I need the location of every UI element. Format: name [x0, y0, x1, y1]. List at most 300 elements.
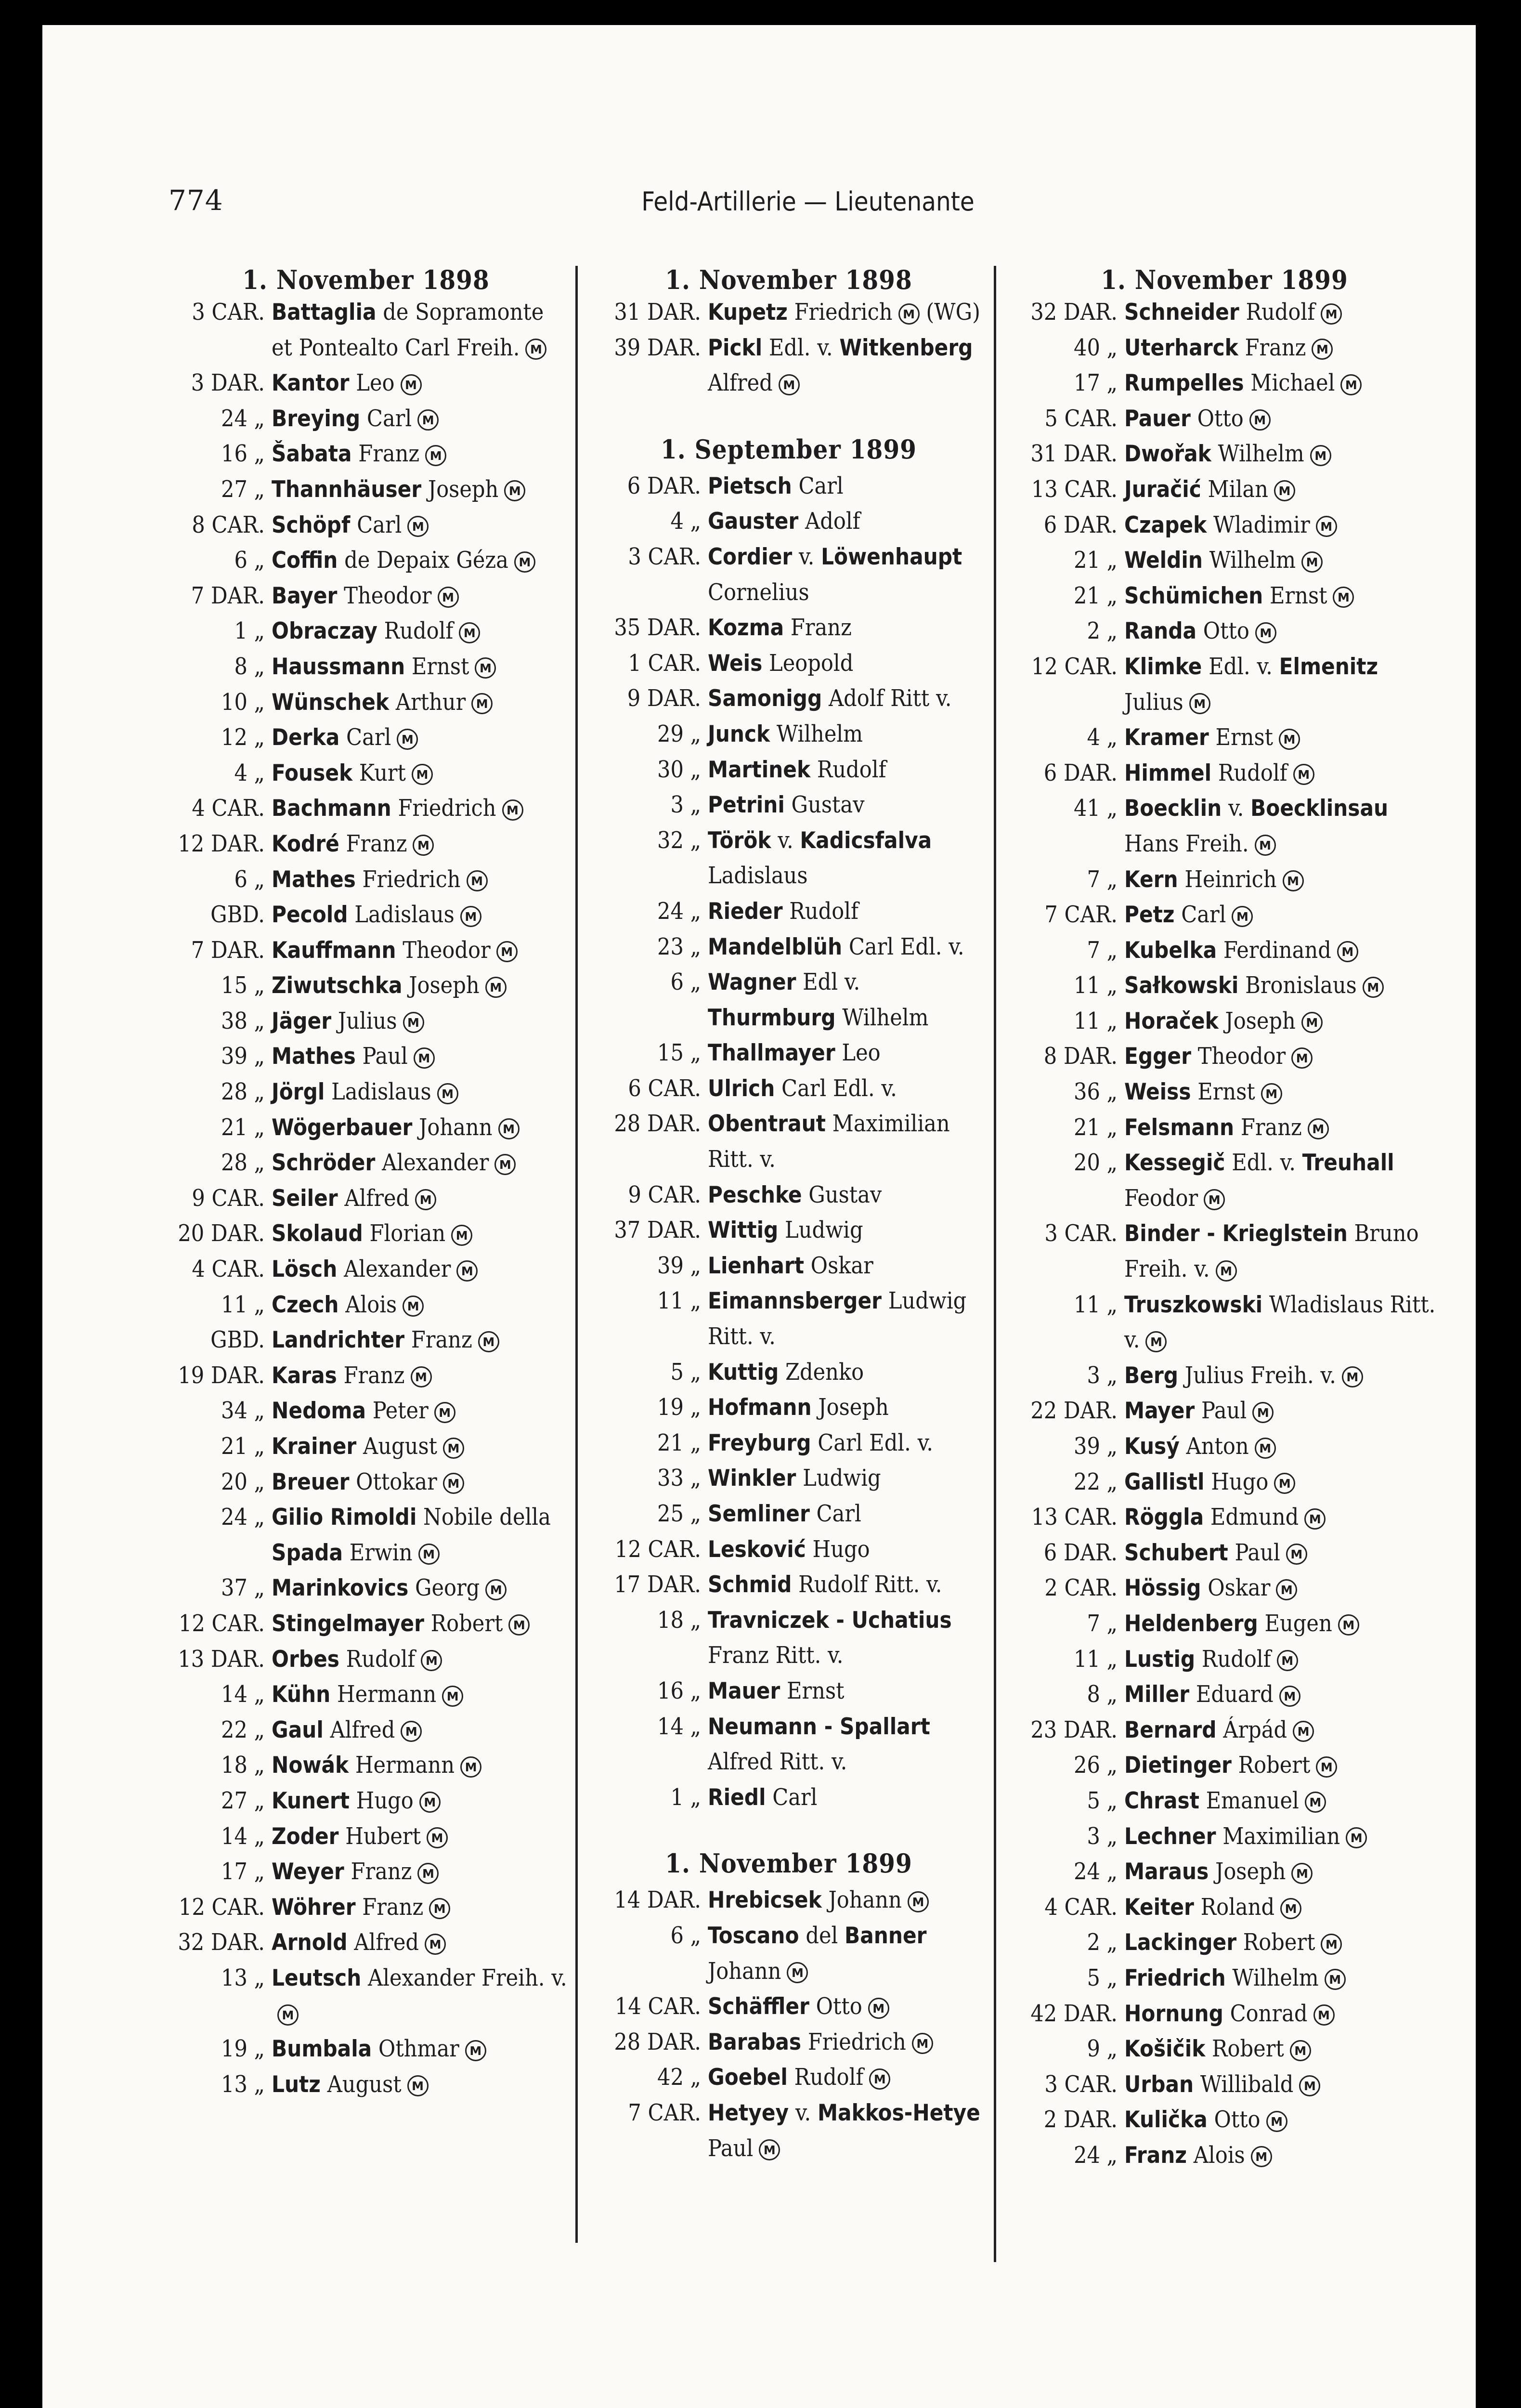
officer-surname: Lutz	[272, 2071, 321, 2098]
officer-surname: Maraus	[1124, 1858, 1209, 1885]
roster-entry	[164, 1181, 568, 1217]
entry-name	[1124, 401, 1436, 437]
entry-name	[1124, 649, 1436, 720]
entry-name	[1124, 1535, 1436, 1571]
entry-name	[1124, 1074, 1436, 1110]
officer-given-name: Edl. v.	[1232, 1149, 1296, 1177]
seniority-rank: 19 „	[221, 2035, 265, 2063]
seniority-rank: 39 „	[1073, 1433, 1118, 1460]
distinction-circle-icon: M	[485, 977, 507, 998]
officer-surname: Bernard	[1124, 1716, 1217, 1743]
seniority-rank: 22 DAR.	[1030, 1397, 1118, 1425]
seniority-rank: 26 „	[1073, 1752, 1118, 1779]
entry-name	[272, 1004, 568, 1039]
entry-name	[272, 1642, 568, 1677]
seniority-rank: 25 „	[657, 1500, 701, 1527]
seniority-rank: 20 „	[221, 1468, 265, 1495]
officer-given-name: Alfred	[344, 1184, 410, 1212]
entry-name	[1124, 1570, 1436, 1606]
seniority-rank: 21 „	[221, 1113, 265, 1141]
roster-entry	[164, 826, 568, 862]
roster-entry	[164, 1074, 568, 1110]
distinction-circle-icon: M	[1276, 1579, 1297, 1600]
officer-surname: Toscano	[708, 1922, 799, 1949]
officer-given-name: Rudolf	[1201, 1645, 1271, 1673]
officer-given-name: Hubert	[345, 1822, 421, 1850]
officer-annotation: (WG)	[926, 299, 980, 326]
officer-surname: Lesković	[708, 1536, 806, 1563]
roster-entry	[1013, 1535, 1436, 1571]
distinction-circle-icon: M	[1274, 1473, 1295, 1494]
entry-name	[1124, 1500, 1436, 1535]
officer-given-name: Wilhelm	[1209, 547, 1296, 574]
roster-entry	[591, 1355, 986, 1390]
distinction-circle-icon: M	[443, 1473, 464, 1494]
officer-surname: Pickl	[708, 334, 763, 361]
roster-entry	[591, 1496, 986, 1532]
seniority-rank: 39 „	[657, 1252, 701, 1279]
roster-entry	[1013, 2067, 1436, 2103]
column-divider	[994, 266, 996, 2262]
entry-name	[272, 1890, 568, 1925]
roster-entry	[591, 469, 986, 504]
distinction-circle-icon: M	[412, 764, 433, 785]
officer-given-name: Johann	[828, 1886, 902, 1914]
officer-given-name: Franz	[1245, 334, 1306, 361]
entry-name	[272, 1783, 568, 1819]
officer-given-name: Alfred Ritt. v.	[708, 1748, 847, 1776]
officer-surname: Schäffler	[708, 1993, 809, 2020]
seniority-rank: 4 CAR.	[192, 795, 265, 822]
roster-entry	[591, 1918, 986, 1989]
seniority-rank: 32 DAR.	[178, 1929, 265, 1956]
officer-surname: Randa	[1124, 618, 1196, 645]
roster-entry	[1013, 897, 1436, 933]
officer-given-name: Hans Freih.	[1124, 830, 1249, 857]
seniority-rank: 22 „	[221, 1716, 265, 1743]
officer-given-name: Wladimir	[1213, 511, 1310, 538]
roster-entry	[1013, 1819, 1436, 1855]
officer-given-name: Carl Edl. v.	[781, 1074, 897, 1102]
officer-surname: Gallistl	[1124, 1468, 1205, 1495]
officer-surname: Košičik	[1124, 2036, 1206, 2063]
officer-surname: Mathes	[272, 1043, 356, 1070]
roster-entry	[1013, 1570, 1436, 1606]
seniority-rank: 6 CAR.	[628, 1074, 701, 1102]
roster-entry	[591, 1106, 986, 1177]
officer-surname: Kubelka	[1124, 937, 1217, 964]
roster-entry	[164, 1783, 568, 1819]
entry-name	[1124, 2102, 1436, 2138]
entry-name	[1124, 1039, 1436, 1074]
officer-surname: Junck	[708, 720, 770, 747]
distinction-circle-icon: M	[1277, 1650, 1298, 1671]
distinction-circle-icon: M	[869, 2068, 890, 2090]
officer-given-name: Maximilian	[1222, 1822, 1340, 1850]
roster-entry	[591, 610, 986, 646]
roster-entry	[164, 756, 568, 791]
seniority-rank: 37 DAR.	[614, 1217, 701, 1244]
roster-entry	[591, 1989, 986, 2025]
entry-name	[1124, 1961, 1436, 1996]
seniority-rank: 21 „	[1073, 547, 1118, 574]
distinction-circle-icon: M	[1286, 1544, 1307, 1565]
distinction-circle-icon: M	[1293, 1721, 1314, 1742]
officer-given-name: Wilhelm	[1218, 440, 1304, 468]
seniority-rank: 37 „	[221, 1574, 265, 1602]
seniority-rank: 3 „	[1087, 1822, 1118, 1850]
seniority-rank: 19 DAR.	[178, 1361, 265, 1389]
officer-surname: Juračić	[1124, 476, 1201, 503]
officer-surname: Breying	[272, 405, 361, 432]
roster-entry	[164, 1358, 568, 1394]
roster-entry	[1013, 1465, 1436, 1500]
officer-surname: Chrast	[1124, 1787, 1199, 1814]
entry-name	[708, 1071, 986, 1107]
officer-surname: Keiter	[1124, 1894, 1194, 1921]
officer-given-name: Theodor	[344, 582, 432, 609]
seniority-rank: 3 CAR.	[1044, 1220, 1118, 1247]
entry-name	[1124, 578, 1436, 614]
officer-surname: Semliner	[708, 1501, 810, 1527]
distinction-circle-icon: M	[1363, 977, 1384, 998]
seniority-rank: 15 „	[657, 1039, 701, 1067]
roster-entry	[164, 897, 568, 933]
distinction-circle-icon: M	[465, 2040, 486, 2061]
officer-given-name: Florian	[369, 1220, 446, 1247]
distinction-circle-icon: M	[1291, 1047, 1313, 1069]
officer-given-name: Eduard	[1196, 1681, 1274, 1708]
officer-given-name: Nobile della	[423, 1504, 551, 1531]
officer-given-name: Alexander Freih. v.	[368, 1964, 567, 1991]
entry-name	[272, 401, 568, 437]
officer-surname: Lustig	[1124, 1646, 1196, 1673]
entry-name	[708, 1426, 986, 1461]
column-right	[1013, 265, 1436, 2173]
officer-given-name: Otto	[1197, 405, 1244, 432]
entry-name	[1124, 472, 1436, 508]
distinction-circle-icon: M	[1313, 2004, 1335, 2026]
officer-surname: Kozma	[708, 615, 784, 641]
entry-name	[1124, 1145, 1436, 1216]
officer-given-name: Robert	[430, 1610, 503, 1637]
officer-given-name: Theodor	[403, 936, 491, 964]
distinction-circle-icon: M	[1283, 870, 1304, 891]
roster-entry	[164, 1429, 568, 1465]
distinction-circle-icon: M	[1310, 445, 1331, 466]
entry-name	[1124, 720, 1436, 756]
roster-entry	[164, 1216, 568, 1252]
officer-surname: Šabata	[272, 441, 352, 468]
officer-surname: Leutsch	[272, 1964, 362, 1991]
entry-name	[708, 1106, 986, 1177]
seniority-rank: 29 „	[657, 720, 701, 747]
roster-entry	[164, 649, 568, 685]
entry-name	[1124, 614, 1436, 649]
officer-surname: Schöpf	[272, 511, 351, 538]
roster-entry	[164, 1500, 568, 1570]
roster-entry	[164, 578, 568, 614]
distinction-circle-icon: M	[401, 1721, 422, 1742]
officer-surname: Nowák	[272, 1752, 349, 1779]
seniority-rank: 4 „	[670, 508, 701, 535]
roster-entry	[591, 2060, 986, 2095]
distinction-circle-icon: M	[1321, 1934, 1342, 1955]
officer-surname: Török	[708, 827, 771, 854]
officer-given-name: Otto	[816, 1993, 862, 2020]
roster-entry	[1013, 366, 1436, 401]
entry-name	[1124, 2138, 1436, 2173]
officer-given-name: August	[363, 1433, 437, 1460]
officer-surname: Binder - Krieglstein	[1124, 1220, 1348, 1247]
distinction-circle-icon: M	[1321, 303, 1342, 325]
seniority-rank: 2 DAR.	[1043, 2106, 1118, 2133]
seniority-rank: 6 DAR.	[1043, 759, 1118, 786]
officer-given-name: Friedrich	[362, 865, 461, 893]
seniority-rank: 18 „	[221, 1752, 265, 1779]
officer-given-name: Georg	[415, 1574, 480, 1602]
entry-name	[1124, 1642, 1436, 1677]
distinction-circle-icon: M	[1312, 339, 1333, 360]
distinction-circle-icon: M	[494, 1154, 516, 1175]
roster-entry	[164, 1890, 568, 1925]
entry-name	[708, 965, 986, 1035]
seniority-rank: 11 „	[1073, 972, 1118, 999]
seniority-rank: 2 CAR.	[1044, 1574, 1118, 1602]
entry-name	[1124, 1925, 1436, 1961]
seniority-rank: 10 „	[221, 688, 265, 716]
distinction-circle-icon: M	[1255, 622, 1276, 643]
officer-given-name: Carl	[1181, 901, 1226, 929]
officer-surname: Obraczay	[272, 618, 377, 645]
roster-entry	[591, 752, 986, 788]
seniority-rank: 5 „	[670, 1358, 701, 1386]
officer-given-name: Edl. v.	[768, 334, 833, 361]
entry-name	[272, 791, 568, 826]
distinction-circle-icon: M	[437, 1083, 458, 1104]
distinction-circle-icon: M	[1305, 1792, 1326, 1813]
officer-surname-part: Elmenitz	[1279, 653, 1378, 680]
seniority-rank: 6 DAR.	[1043, 511, 1118, 538]
officer-given-name: Carl	[366, 405, 412, 432]
roster-entry	[164, 862, 568, 898]
officer-given-name: Franz	[362, 1893, 424, 1921]
distinction-circle-icon: M	[525, 339, 546, 360]
officer-given-name: Bronislaus	[1245, 972, 1357, 999]
entry-name	[1124, 2067, 1436, 2103]
entry-name	[272, 1039, 568, 1074]
roster-entry	[591, 1674, 986, 1709]
seniority-rank: 21 „	[1073, 582, 1118, 609]
officer-given-name: Carl Edl. v.	[818, 1429, 933, 1456]
officer-surname-part: Thurmburg	[708, 1004, 836, 1031]
entry-name	[1124, 330, 1436, 366]
seniority-rank: 42 „	[657, 2064, 701, 2091]
seniority-rank: 11 „	[221, 1291, 265, 1318]
roster-entry	[164, 791, 568, 826]
officer-given-name: Milan	[1208, 475, 1268, 503]
roster-entry	[1013, 1110, 1436, 1146]
roster-entry	[164, 1004, 568, 1039]
roster-entry	[1013, 330, 1436, 366]
seniority-rank: 23 „	[657, 933, 701, 960]
roster-entry	[1013, 1996, 1436, 2032]
officer-surname: Kern	[1124, 866, 1178, 893]
roster-entry	[591, 1883, 986, 1918]
entry-name	[1124, 1819, 1436, 1855]
seniority-rank: 9 CAR.	[192, 1184, 265, 1212]
roster-entry	[164, 1145, 568, 1181]
section-heading: 1. November 1898	[665, 264, 912, 295]
roster-entry	[591, 2025, 986, 2060]
officer-given-name: Wilhelm	[1232, 1964, 1319, 1991]
entry-name	[708, 1780, 986, 1816]
entry-name	[708, 610, 986, 646]
officer-given-name: Feodor	[1124, 1184, 1198, 1212]
seniority-rank: 3 „	[670, 791, 701, 819]
officer-surname: Kessegič	[1124, 1150, 1225, 1177]
entry-name	[272, 1181, 568, 1217]
officer-given-name: Hermann	[337, 1681, 437, 1708]
column-divider	[575, 266, 578, 2243]
roster-entry	[164, 366, 568, 401]
officer-surname: Kantor	[272, 370, 350, 397]
seniority-rank: 17 „	[1073, 369, 1118, 397]
officer-given-name: Willibald	[1200, 2070, 1294, 2098]
entry-name	[708, 1603, 986, 1674]
officer-given-name: Edl. v.	[1209, 653, 1273, 680]
seniority-rank: 38 „	[221, 1007, 265, 1034]
officer-surname: Wagner	[708, 969, 796, 996]
distinction-circle-icon: M	[1301, 551, 1323, 573]
distinction-circle-icon: M	[868, 1998, 889, 2019]
officer-given-name: Leo	[356, 369, 395, 397]
seniority-rank: 6 „	[234, 865, 265, 893]
seniority-rank: 12 DAR.	[178, 830, 265, 857]
entry-name	[1124, 1677, 1436, 1713]
seniority-rank: 39 DAR.	[614, 334, 701, 361]
distinction-circle-icon: M	[1279, 1686, 1300, 1707]
officer-surname-part: Makkos-Hetye	[817, 2099, 980, 2126]
officer-surname: Jörgl	[272, 1079, 325, 1106]
officer-surname: Kramer	[1124, 724, 1209, 751]
officer-given-name: Friedrich	[398, 795, 496, 822]
distinction-circle-icon: M	[1249, 409, 1271, 431]
officer-given-name: Ernst	[1215, 724, 1273, 751]
officer-given-name: Cornelius	[708, 578, 809, 606]
seniority-rank: 33 „	[657, 1465, 701, 1492]
roster-entry	[591, 646, 986, 681]
officer-given-name: Johann	[419, 1113, 493, 1141]
roster-entry	[591, 504, 986, 539]
distinction-circle-icon: M	[912, 2033, 933, 2054]
officer-surname: Orbes	[272, 1646, 339, 1673]
officer-surname: Sałkowski	[1124, 972, 1239, 999]
entry-name	[1124, 862, 1436, 898]
distinction-circle-icon: M	[1216, 1260, 1237, 1282]
officer-surname: Felsmann	[1124, 1114, 1235, 1141]
roster-entry	[591, 539, 986, 610]
officer-given-name: Arthur	[395, 688, 466, 716]
entry-name	[272, 472, 568, 508]
officer-surname: Himmel	[1124, 759, 1212, 786]
officer-surname-part: Witkenberg	[839, 334, 973, 361]
seniority-rank: 7 „	[1087, 865, 1118, 893]
officer-given-name: Hermann	[355, 1752, 455, 1779]
officer-given-name: Ludwig Ritt. v.	[708, 1287, 967, 1350]
officer-surname: Fousek	[272, 759, 353, 786]
roster-entry	[1013, 508, 1436, 543]
seniority-rank: 6 „	[234, 547, 265, 574]
roster-entry	[591, 1213, 986, 1248]
distinction-circle-icon: M	[417, 409, 439, 431]
entry-name	[1124, 295, 1436, 330]
officer-surname-part: Boecklinsau	[1250, 795, 1389, 822]
entry-name	[708, 539, 986, 610]
seniority-rank: 13 CAR.	[1031, 475, 1118, 503]
seniority-rank: 18 „	[657, 1606, 701, 1634]
roster-entry	[164, 1642, 568, 1677]
entry-name	[708, 1883, 986, 1918]
distinction-circle-icon: M	[508, 1614, 530, 1636]
seniority-rank: 7 CAR.	[628, 2099, 701, 2126]
officer-surname: Hrebicsek	[708, 1887, 822, 1914]
roster-entry	[164, 1110, 568, 1146]
entry-name	[1124, 1358, 1436, 1394]
officer-surname: Weyer	[272, 1858, 344, 1885]
seniority-rank: 14 „	[221, 1822, 265, 1850]
officer-given-name: Ludwig	[785, 1217, 863, 1244]
officer-given-name: Wilhelm	[842, 1004, 929, 1031]
officer-given-name: Franz	[790, 614, 852, 641]
entry-name	[1124, 1890, 1436, 1925]
distinction-circle-icon: M	[1232, 906, 1253, 927]
entry-name	[708, 1178, 986, 1213]
entry-name	[272, 1145, 568, 1181]
officer-surname: Thannhäuser	[272, 476, 422, 503]
entry-name	[708, 646, 986, 681]
distinction-circle-icon: M	[1291, 1863, 1313, 1884]
officer-surname: Schümichen	[1124, 582, 1263, 609]
officer-surname: Wöhrer	[272, 1894, 356, 1921]
roster-entry	[1013, 2102, 1436, 2138]
roster-entry	[591, 1071, 986, 1107]
roster-entry	[1013, 1145, 1436, 1216]
entry-name	[272, 933, 568, 968]
officer-given-name: Carl	[816, 1500, 861, 1527]
roster-entry	[164, 295, 568, 366]
roster-entry	[1013, 1429, 1436, 1465]
officer-surname: Kupetz	[708, 299, 788, 326]
officer-surname: Schmid	[708, 1571, 792, 1598]
entry-name	[272, 1358, 568, 1394]
distinction-circle-icon: M	[498, 1118, 520, 1139]
seniority-rank: 32 „	[657, 826, 701, 854]
distinction-circle-icon: M	[415, 1189, 436, 1210]
officer-surname: Dwořak	[1124, 441, 1211, 468]
officer-surname: Schröder	[272, 1150, 376, 1177]
officer-surname: Lechner	[1124, 1823, 1216, 1850]
distinction-circle-icon: M	[1308, 1118, 1329, 1139]
officer-given-name: Rudolf	[384, 617, 454, 645]
seniority-rank: 13 „	[221, 1964, 265, 1991]
distinction-circle-icon: M	[1316, 1756, 1337, 1778]
officer-surname: Cordier	[708, 543, 793, 570]
officer-given-name: Ferdinand	[1223, 936, 1331, 964]
entry-name	[272, 578, 568, 614]
entry-name	[272, 1854, 568, 1890]
officer-surname: Kauffmann	[272, 937, 396, 964]
